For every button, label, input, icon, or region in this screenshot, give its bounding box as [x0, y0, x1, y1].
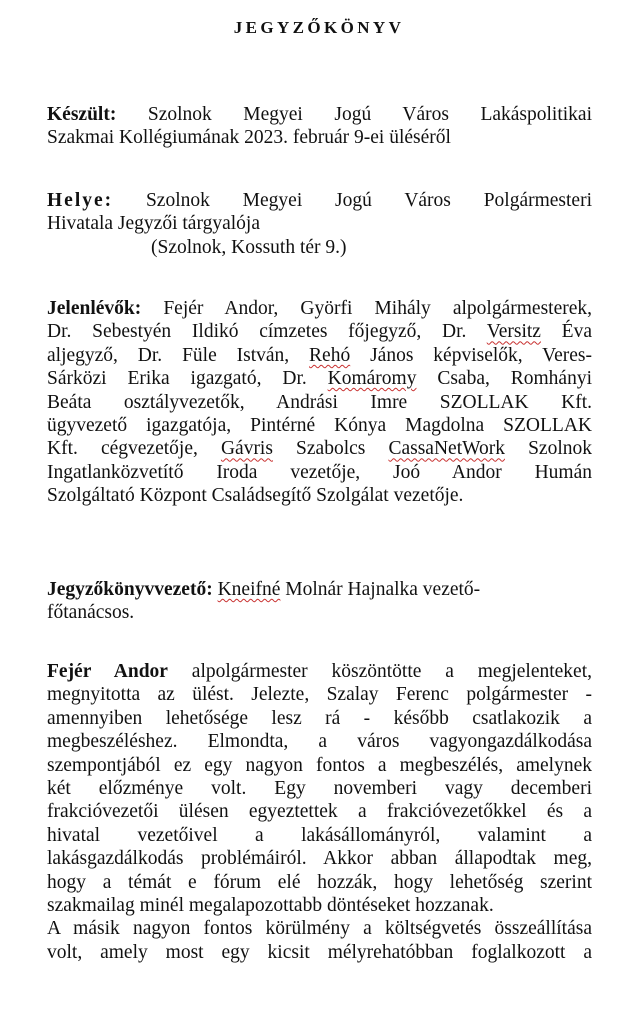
- jelenlevok-line-3: aljegyző, Dr. Füle István, Rehó János képviselők, Veres-: [47, 344, 592, 366]
- body-line-13: volt, amely most egy kicsit mélyrehatóbban foglalkozott a: [47, 941, 592, 963]
- jelenlevok-line-1: Jelenlévők: Fejér Andor, Györfi Mihály alpolgármesterek,: [47, 298, 592, 319]
- jkv-section: [47, 578, 592, 625]
- body-line-3: amennyiben lehetősége lesz rá - később csatlakozik a: [47, 707, 592, 729]
- body-line-2: megnyitotta az ülést. Jelezte, Szalay Ferenc polgármester -: [47, 684, 592, 706]
- keszult-line-1: Készült: Szolnok Megyei Jogú Város Lakáspolitikai: [47, 104, 592, 125]
- keszult-line-2: Szakmai Kollégiumának 2023. február 9-ei üléséről: [47, 127, 451, 149]
- document-title: JEGYZŐKÖNYV: [233, 18, 405, 37]
- jelenlevok-line-5: Beáta osztályvezetők, Andrási Imre SZOLLAK Kft.: [47, 391, 592, 413]
- jelenlevok-line-8: Ingatlanközvetítő Iroda vezetője, Joó Andor Humán: [47, 461, 592, 483]
- spell-flag: Gávris: [220, 438, 273, 460]
- speaker-name: Fejér Andor: [47, 661, 168, 682]
- jelenlevok-line-9: Szolgáltató Központ Családsegítő Szolgálat vezetője.: [47, 485, 464, 507]
- helye-label: Helye:: [47, 190, 114, 211]
- body-line-1: Fejér Andor alpolgármester köszöntötte a megjelenteket,: [47, 661, 592, 682]
- body-line-10: hogy a témát e fórum elé hozzák, hogy lehetőség szerint: [47, 871, 592, 893]
- jelenlevok-line-6: ügyvezető igazgatója, Pintérné Kónya Magdolna SZOLLAK: [47, 414, 592, 436]
- helye-line-3: (Szolnok, Kossuth tér 9.): [151, 236, 347, 258]
- body-line-9: lakásgazdálkodás problémáiról. Akkor abban állapodtak meg,: [47, 848, 592, 870]
- body-line-8: hivatal vezetőivel a lakásállományról, valamint a: [47, 824, 592, 846]
- keszult-section: [47, 103, 592, 150]
- helye-line-1: Helye: Szolnok Megyei Jogú Város Polgármesteri: [47, 190, 593, 211]
- keszult-label: Készült:: [47, 104, 117, 125]
- spell-flag: Kneifné: [217, 579, 281, 600]
- jelenlevok-label: Jelenlévők:: [47, 298, 142, 319]
- spell-flag: Rehó: [309, 344, 351, 366]
- body-line-7: frakcióvezetői ülésen egyeztettek a frakcióvezetőkkel és a: [47, 801, 592, 823]
- jkv-line-1: Jegyzőkönyvvezető: Kneifné Molnár Hajnalka vezető-: [47, 579, 481, 600]
- jkv-line-2: főtanácsos.: [47, 602, 135, 624]
- body-line-12: A másik nagyon fontos körülmény a költségvetés összeállítása: [47, 918, 592, 940]
- jelenlevok-line-2: Dr. Sebestyén Ildikó címzetes főjegyző, Dr. Versitz Éva: [47, 321, 592, 343]
- jelenlevok-line-4: Sárközi Erika igazgató, Dr. Komáromy Csaba, Romhányi: [47, 368, 592, 390]
- spell-flag: CassaNetWork: [388, 438, 505, 460]
- helye-section: [47, 189, 592, 259]
- helye-line-2: Hivatala Jegyzői tárgyalója: [47, 213, 260, 235]
- jelenlevok-section: [47, 297, 592, 508]
- body-line-4: megbeszéléshez. Elmondta, a város vagyongazdálkodása: [47, 731, 592, 753]
- body-line-11: szakmailag minél megalapozottabb döntéseket hozzanak.: [47, 894, 494, 916]
- spell-flag: Komáromy: [327, 368, 417, 390]
- body-line-5: szempontjából ez egy nagyon fontos a megbeszélés, amelynek: [47, 754, 592, 776]
- body-line-6: két előzménye volt. Egy novemberi vagy decemberi: [47, 777, 592, 799]
- jelenlevok-line-7: Kft. cégvezetője, Gávris Szabolcs CassaNetWork Szolnok: [47, 438, 592, 460]
- body-section: [47, 660, 592, 964]
- spell-flag: Versitz: [486, 321, 541, 343]
- jkv-label: Jegyzőkönyvvezető:: [47, 579, 213, 600]
